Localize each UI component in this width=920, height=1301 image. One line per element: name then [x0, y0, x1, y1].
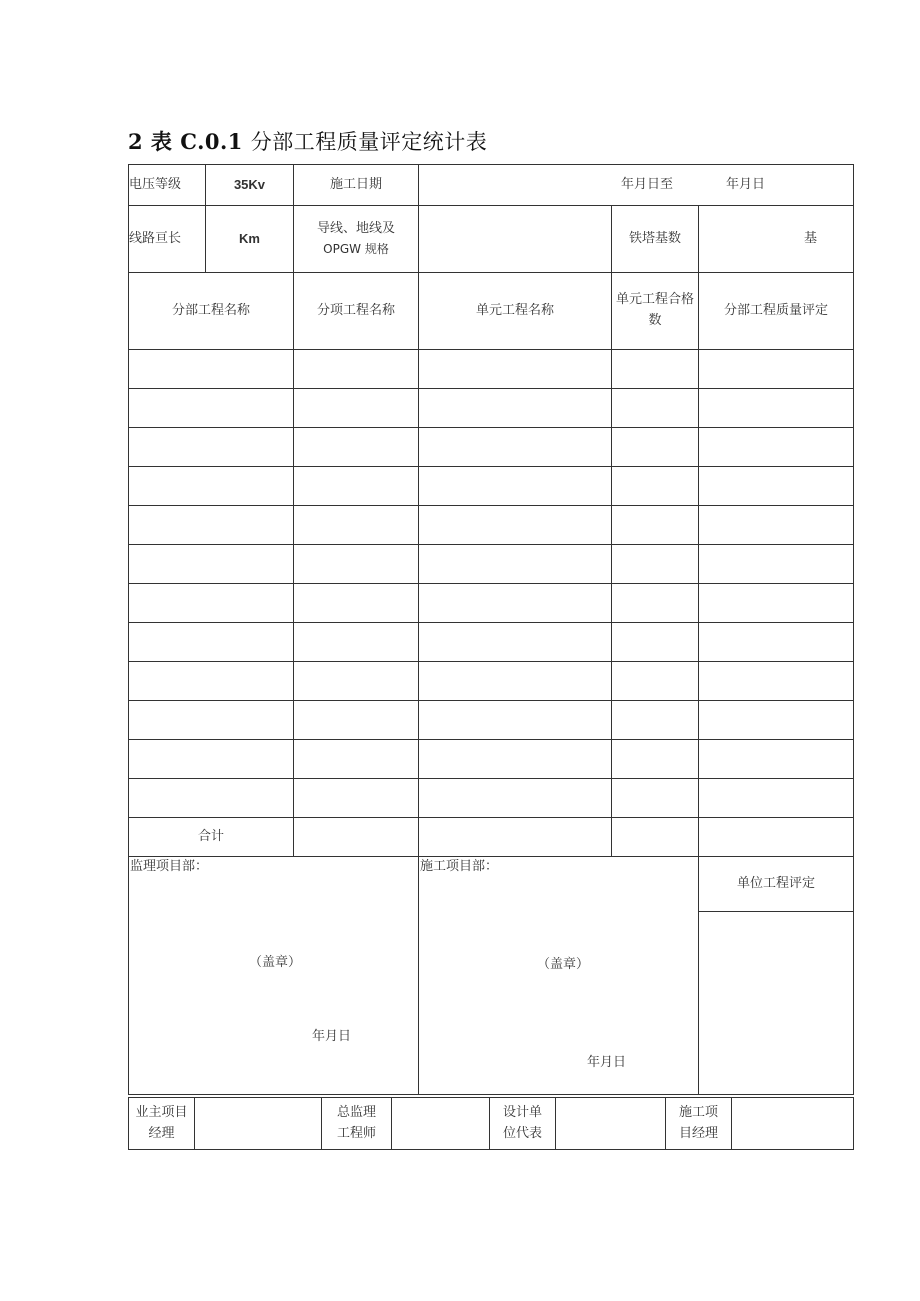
total-label: 合计 — [129, 818, 294, 857]
date-to: 年月日 — [725, 176, 765, 192]
title-text: 分部工程质量评定统计表 — [250, 130, 488, 154]
header-qualified-line-2: 数 — [648, 313, 662, 328]
table-row — [129, 506, 854, 545]
voltage-label: 电压等级 — [129, 165, 206, 206]
wire-spec-value — [419, 206, 612, 273]
table-row — [129, 545, 854, 584]
header-qualified-line-1: 单元工程合格 — [615, 292, 694, 308]
total-row — [129, 818, 854, 857]
chief-supervisor-sign — [392, 1098, 490, 1150]
construction-block — [419, 857, 699, 1095]
length-label: 线路亘长 — [129, 206, 206, 273]
unit-eval-label: 单位工程评定 — [699, 857, 854, 912]
unit-eval-value — [699, 912, 854, 1095]
wire-spec-label — [294, 206, 419, 273]
header-unit-project: 单元工程名称 — [419, 273, 612, 350]
length-unit: Km — [206, 206, 294, 273]
owner-manager-label: 业主项目 经理 — [129, 1098, 195, 1150]
table-row — [129, 467, 854, 506]
header-sub-project: 分部工程名称 — [129, 273, 294, 350]
tower-unit: 基 — [699, 206, 854, 273]
table-row — [129, 740, 854, 779]
construction-dept-label: 施工项目部： — [420, 859, 499, 874]
wire-spec-line-1: 导线、地线及 — [316, 221, 395, 236]
construction-pm-label: 施工项 目经理 — [666, 1098, 732, 1150]
page-title — [128, 126, 487, 156]
header-qualified-count — [612, 273, 699, 350]
table-row — [129, 389, 854, 428]
owner-manager-sign — [195, 1098, 322, 1150]
header-row — [129, 273, 854, 350]
date-range-cell — [419, 165, 854, 206]
signoff-row — [129, 1098, 854, 1150]
chief-supervisor-label: 总监理 工程师 — [322, 1098, 392, 1150]
date-from: 年月日至 — [620, 176, 673, 192]
supervision-date: 年月日 — [312, 1029, 352, 1044]
signoff-table — [128, 1097, 854, 1150]
voltage-value: 35Kv — [206, 165, 294, 206]
supervision-dept-label: 监理项目部： — [130, 859, 209, 874]
table-row — [129, 350, 854, 389]
construction-stamp: （盖章） — [537, 957, 590, 972]
supervision-block — [129, 857, 419, 1095]
design-rep-label: 设计单 位代表 — [490, 1098, 556, 1150]
header-item-project: 分项工程名称 — [294, 273, 419, 350]
table-row — [129, 428, 854, 467]
wire-spec-line-2: OPGW 规格 — [323, 241, 389, 256]
construction-pm-sign — [732, 1098, 854, 1150]
table-row — [129, 779, 854, 818]
supervision-stamp: （盖章） — [249, 955, 302, 970]
length-row — [129, 206, 854, 273]
construction-date: 年月日 — [587, 1055, 627, 1070]
voltage-row — [129, 165, 854, 206]
table-row — [129, 662, 854, 701]
title-number: 2 表 C.0.1 — [128, 129, 243, 154]
header-quality-eval: 分部工程质量评定 — [699, 273, 854, 350]
table-row — [129, 701, 854, 740]
tower-label: 铁塔基数 — [612, 206, 699, 273]
signature-row — [129, 857, 854, 912]
date-label: 施工日期 — [294, 165, 419, 206]
design-rep-sign — [556, 1098, 666, 1150]
table-row — [129, 584, 854, 623]
table-row — [129, 623, 854, 662]
statistics-table — [128, 164, 854, 1095]
